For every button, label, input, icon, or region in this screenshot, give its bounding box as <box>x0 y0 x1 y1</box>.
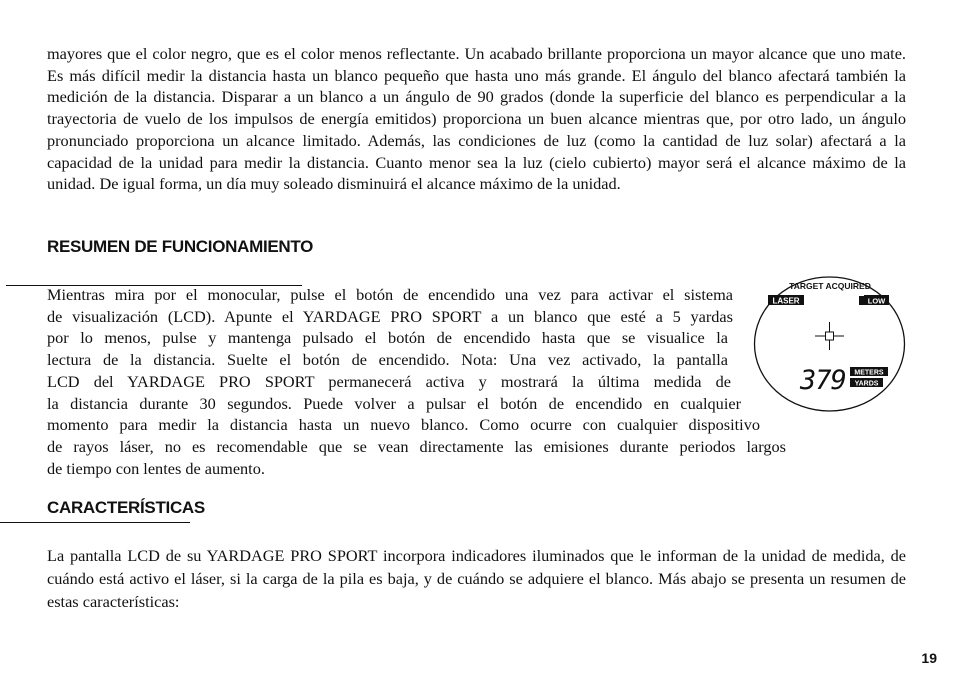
operation-line: LCD del YARDAGE PRO SPORT permanecerá activa y mostrará la última medida de <box>47 371 731 391</box>
operation-line: de visualización (LCD). Apunte el YARDAGE PRO SPORT a un blanco que esté a 5 yardas <box>47 306 733 326</box>
battery-icon <box>859 296 864 305</box>
low-indicator-label: LOW <box>867 296 886 306</box>
yards-indicator-label: YARDS <box>854 380 879 388</box>
operation-line: Mientras mira por el monocular, pulse el botón de encendido una vez para activar el sistema <box>47 285 733 304</box>
meters-indicator-label: METERS <box>854 369 884 377</box>
lcd-display-illustration <box>753 275 906 413</box>
operation-heading: RESUMEN DE FUNCIONAMIENTO <box>47 237 314 256</box>
operation-line: lectura de la distancia. Suelte el botón de encendido. Nota: Una vez activado, la pantalla <box>47 350 728 370</box>
intro-paragraph: mayores que el color negro, que es el color menos reflectante. Un acabado brillante proporciona un mayor alcance que uno mate. Es más difícil medir la distancia hasta un blanco pequeño que hasta uno más grande. El ángulo del blanco afectará también la medición de la distancia. Disparar a un blanco a un ángulo de 90 grados (donde la superficie del blanco es perpendicular a la trayectoria de vuelo de los impulsos de energía emitidos) proporciona un buen alcance mientras que, por otro lado, un ángulo pronunciado proporciona un alcance limitado. Además, las condiciones de luz (como la cantidad de luz solar) afectará a la capacidad de la unidad para medir la distancia. Cuanto menor sea la luz (cielo cubierto) mayor será el alcance máximo de la unidad. De igual forma, un día muy soleado disminuirá el alcance máximo de la unidad. <box>47 44 906 194</box>
laser-indicator-label: LASER <box>772 296 800 306</box>
features-paragraph: La pantalla LCD de su YARDAGE PRO SPORT incorpora indicadores iluminados que le informan de la unidad de medida, de cuándo está activo el láser, si la carga de la pila es baja, y de cuándo se adquiere el blanco. Más abajo se presenta un resumen de estas características: <box>47 546 906 611</box>
operation-line: la distancia durante 30 segundos. Puede volver a pulsar el botón de encendido en cualquier <box>47 393 741 413</box>
operation-line: por lo menos, pulse y mantenga pulsado el botón de encendido hasta que se visualice la <box>47 328 728 348</box>
features-heading: CARACTERÍSTICAS <box>47 498 205 517</box>
distance-readout: 379 <box>800 365 846 396</box>
target-acquired-label: TARGET ACQUIRED <box>789 281 871 291</box>
page-number: 19 <box>921 650 937 666</box>
features-heading-rule <box>0 522 190 523</box>
operation-line: de tiempo con lentes de aumento. <box>47 458 265 478</box>
operation-line: de rayos láser, no es recomendable que se vean directamente las emisiones durante periodos largos <box>47 436 786 456</box>
operation-line: momento para medir la distancia hasta un nuevo blanco. Como ocurre con cualquier dispositivo <box>47 415 760 435</box>
